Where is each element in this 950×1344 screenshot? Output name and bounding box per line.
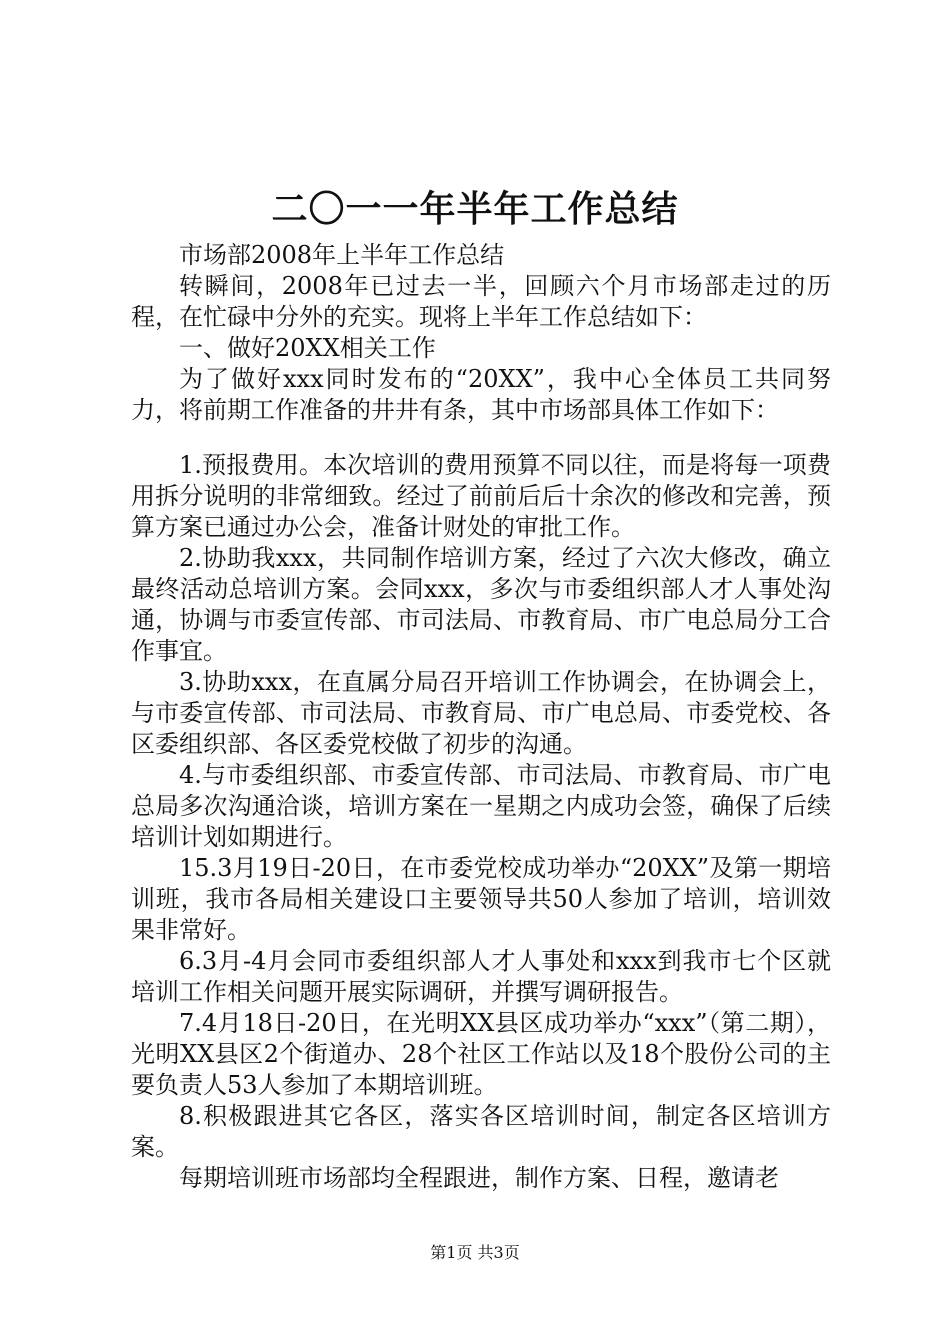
paragraph-item-3: 3.协助xxx，在直属分局召开培训工作协调会，在协调会上，与市委宣传部、市司法局、市教育局、市广电总局、市委党校、各区委组织部、各区委党校做了初步的沟通。 bbox=[131, 668, 831, 758]
paragraph-item-8: 8.积极跟进其它各区，落实各区培训时间，制定各区培训方案。 bbox=[131, 1102, 831, 1161]
paragraph-item-2: 2.协助我xxx，共同制作培训方案，经过了六次大修改，确立最终活动总培训方案。会同xxx，多次与市委组织部人才人事处沟通，协调与市委宣传部、市司法局、市教育局、市广电总局分工合作事宜。 bbox=[131, 544, 831, 665]
paragraph-item-5: 15.3月19日-20日，在市委党校成功举办“20XX”及第一期培训班，我市各局相关建设口主要领导共50人参加了培训，培训效果非常好。 bbox=[131, 854, 831, 944]
paragraph-subtitle: 市场部2008年上半年工作总结 bbox=[179, 241, 505, 269]
paragraph-intro: 转瞬间，2008年已过去一半，回顾六个月市场部走过的历程，在忙碌中分外的充实。现将上半年工作总结如下： bbox=[131, 272, 831, 331]
paragraph-item-7: 7.4月18日-20日，在光明XX县区成功举办“xxx”（第二期），光明XX县区2个街道办、28个社区工作站以及18个股份公司的主要负责人53人参加了本期培训班。 bbox=[131, 1009, 831, 1099]
paragraph-item-4: 4.与市委组织部、市委宣传部、市司法局、市教育局、市广电总局多次沟通洽谈，培训方案在一星期之内成功会签，确保了后续培训计划如期进行。 bbox=[131, 761, 831, 851]
paragraph-continuation: 每期培训班市场部均全程跟进，制作方案、日程，邀请老 bbox=[179, 1164, 779, 1192]
paragraph-section-intro: 为了做好xxx同时发布的“20XX”，我中心全体员工共同努力，将前期工作准备的井井有条，其中市场部具体工作如下： bbox=[131, 365, 831, 424]
paragraph-section-heading: 一、做好20XX相关工作 bbox=[179, 334, 436, 362]
document-title: 二〇一一年半年工作总结 bbox=[271, 188, 679, 230]
paragraph-item-6: 6.3月-4月会同市委组织部人才人事处和xxx到我市七个区就培训工作相关问题开展实际调研，并撰写调研报告。 bbox=[131, 947, 831, 1006]
page-footer: 第1页 共3页 bbox=[430, 1243, 520, 1262]
paragraph-item-1: 1.预报费用。本次培训的费用预算不同以往，而是将每一项费用拆分说明的非常细致。经过了前前后后十余次的修改和完善，预算方案已通过办公会，准备计财处的审批工作。 bbox=[131, 451, 831, 541]
